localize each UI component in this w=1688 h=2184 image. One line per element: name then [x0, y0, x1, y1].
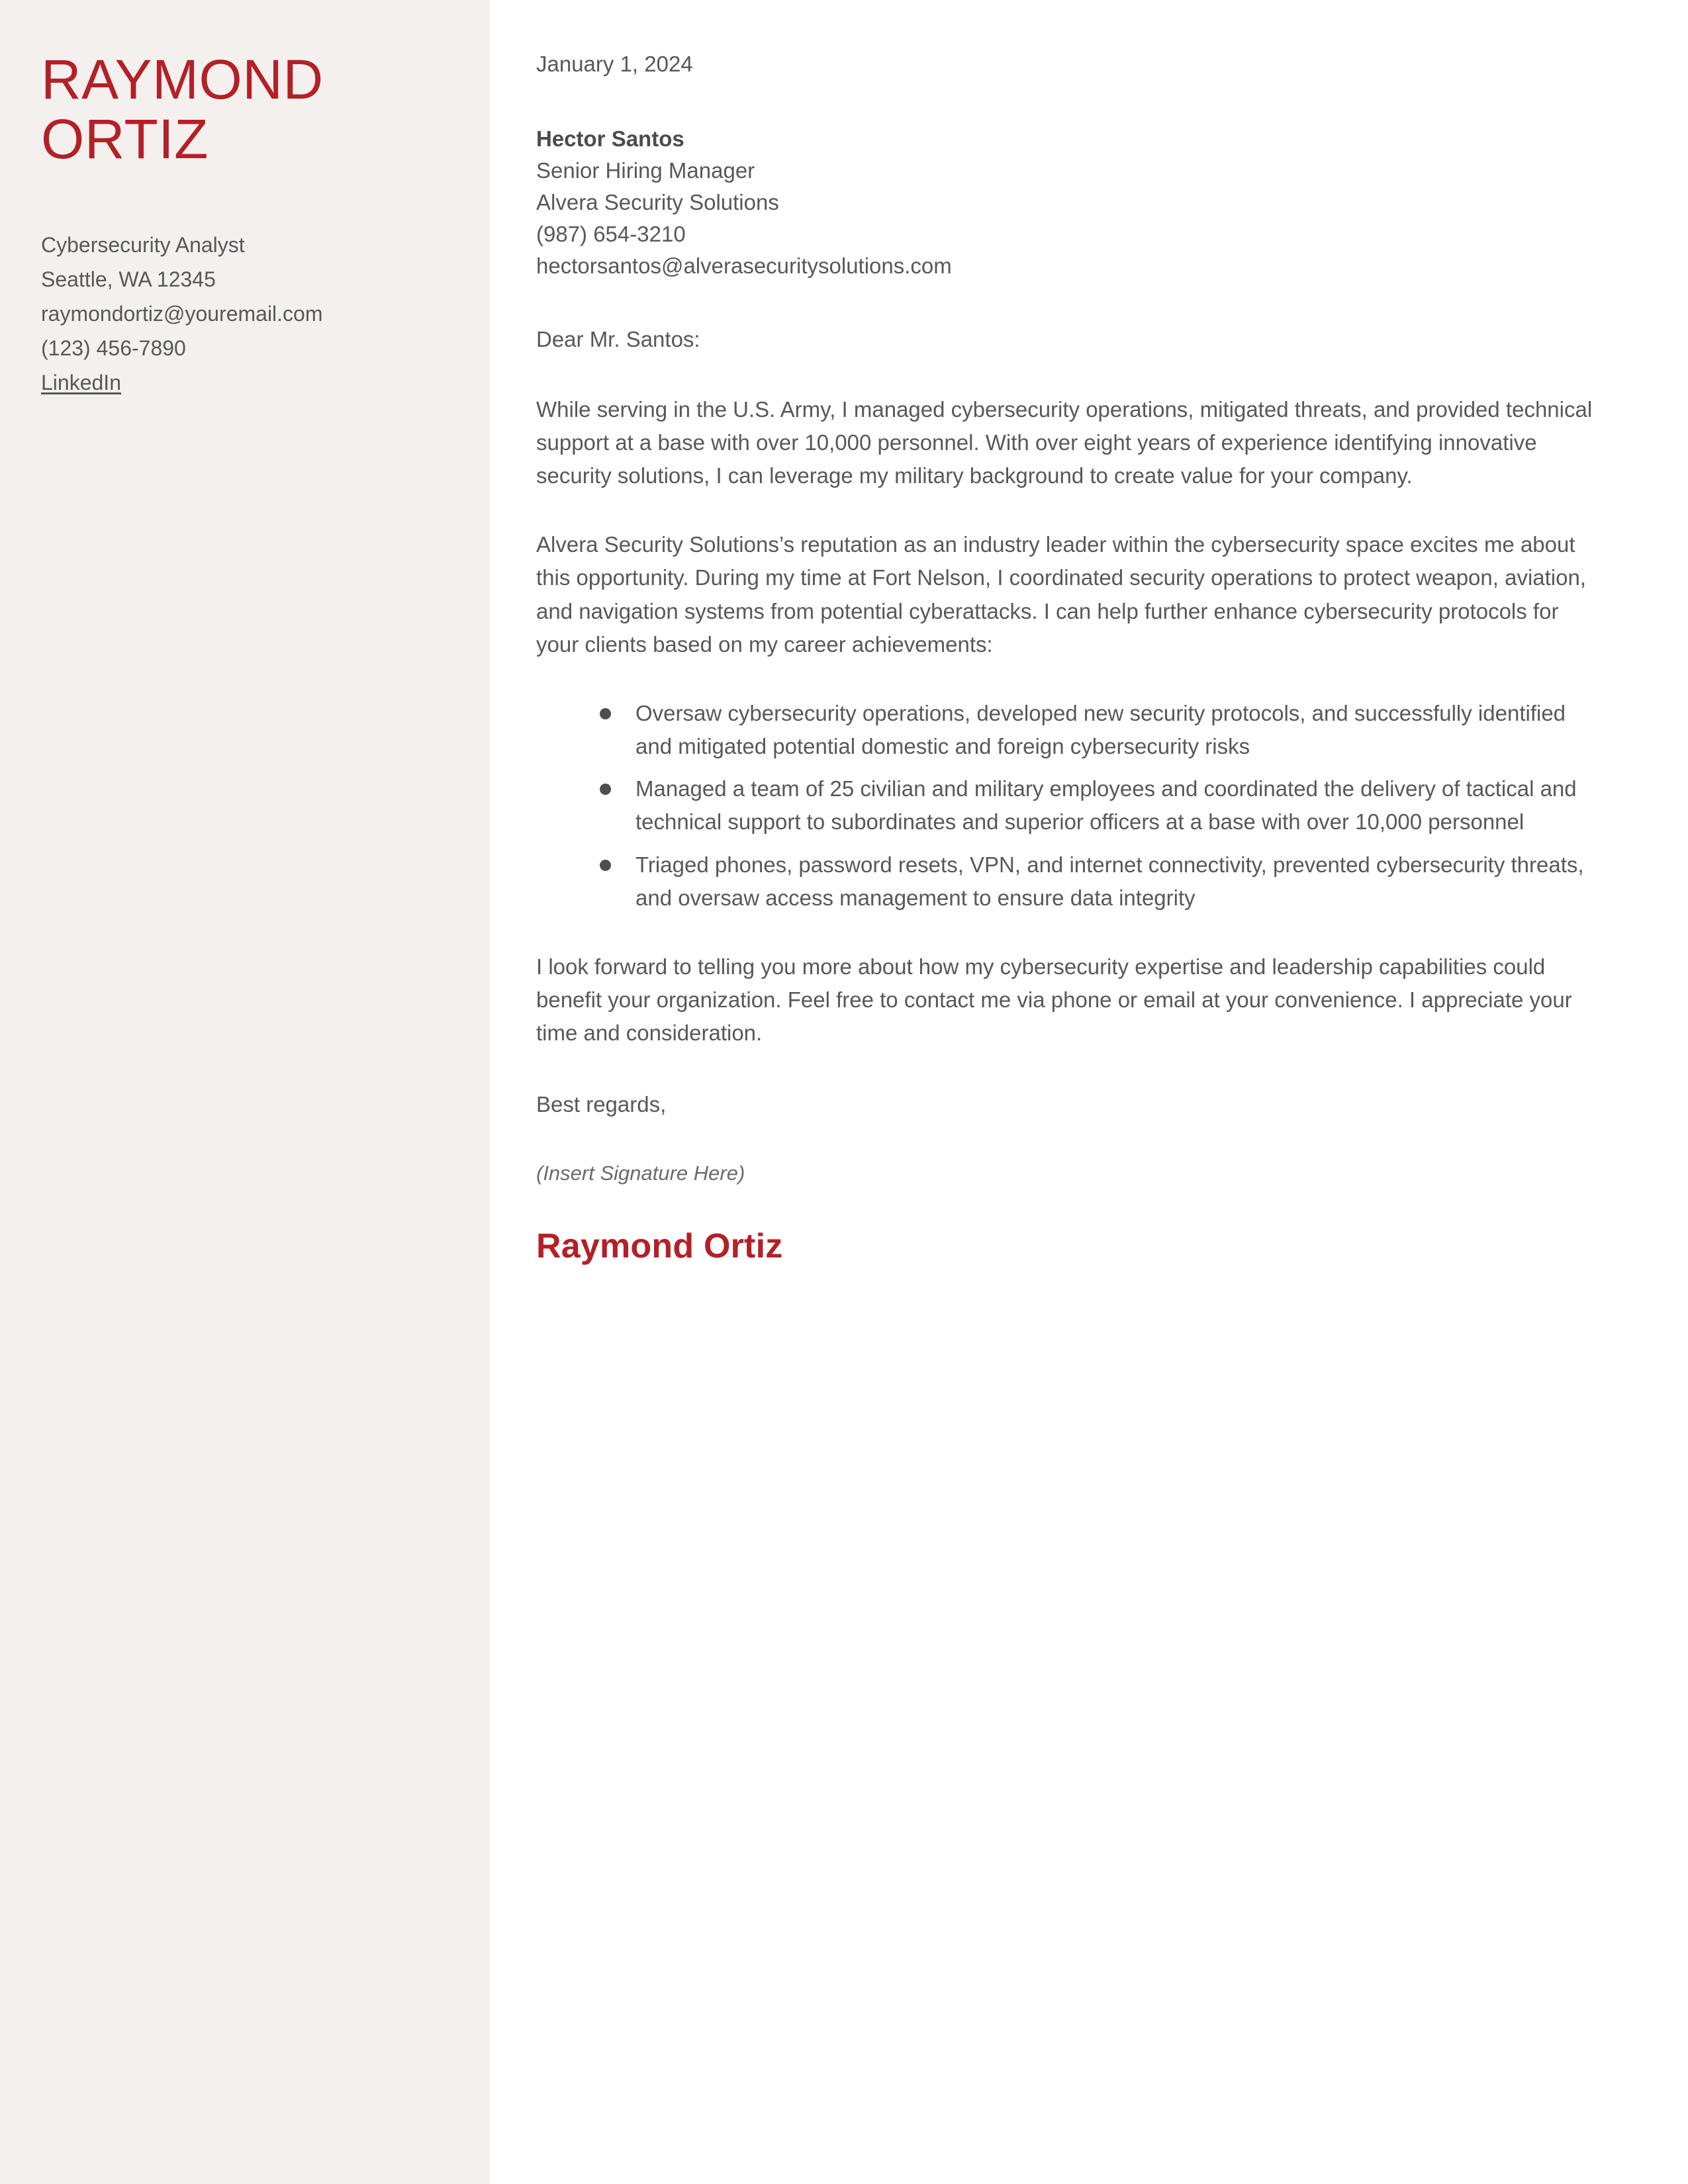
bullet-dot-icon	[600, 860, 611, 871]
applicant-job-title: Cybersecurity Analyst	[41, 233, 245, 257]
letter-body	[490, 0, 1688, 2184]
body-paragraph-1: While serving in the U.S. Army, I managed cybersecurity operations, mitigated threats, and provided technical support at a base with over 10,000 personnel. With over eight years of experience identifying innovative security solutions, I can leverage my military background to create value for your company.	[536, 396, 1593, 488]
achievements-list	[536, 697, 1602, 915]
applicant-last-name: ORTIZ	[41, 107, 209, 170]
recipient-company: Alvera Security Solutions	[536, 189, 779, 214]
signature-name: Raymond Ortiz	[536, 1227, 783, 1266]
applicant-phone[interactable]: (123) 456-7890	[41, 336, 186, 360]
signoff: Best regards,	[536, 1092, 667, 1117]
body-paragraph-2: Alvera Security Solutions’s reputation as an industry leader within the cybersecurity space excites me about this opportunity. During my time at Fort Nelson, I coordinated security operations to protect weapon, aviation, and navigation systems from potential cyberattacks. I can help further enhance cybersecurity protocols for your clients based on my career achievements:	[536, 532, 1587, 657]
closing-paragraph: I look forward to telling you more about how my cybersecurity expertise and leadership capabilities could benefit your organization. Feel free to contact me via phone or email at your convenience. I appreciate your time and consideration.	[536, 954, 1572, 1046]
letter-date: January 1, 2024	[536, 52, 693, 76]
bullet-dot-icon	[600, 708, 611, 719]
list-item	[600, 697, 1602, 763]
linkedin-link[interactable]: LinkedIn	[41, 370, 121, 394]
salutation: Dear Mr. Santos:	[536, 327, 700, 352]
applicant-first-name: RAYMOND	[41, 48, 324, 111]
applicant-email[interactable]: raymondortiz@youremail.com	[41, 302, 323, 326]
applicant-name-heading	[41, 48, 449, 170]
signature-placeholder: (Insert Signature Here)	[536, 1161, 745, 1185]
recipient-block	[536, 123, 1602, 283]
contact-info-block	[41, 228, 449, 400]
list-item	[600, 848, 1602, 915]
list-item-text: Oversaw cybersecurity operations, developed new security protocols, and successfully identified and mitigated potential domestic and foreign cybersecurity risks	[635, 700, 1566, 759]
list-item	[600, 772, 1602, 839]
sidebar	[0, 0, 490, 2184]
recipient-email[interactable]: hectorsantos@alverasecuritysolutions.com	[536, 253, 952, 279]
applicant-location: Seattle, WA 12345	[41, 267, 216, 292]
recipient-job-title: Senior Hiring Manager	[536, 158, 755, 183]
recipient-name: Hector Santos	[536, 126, 684, 151]
bullet-dot-icon	[600, 784, 611, 795]
recipient-phone[interactable]: (987) 654-3210	[536, 222, 686, 247]
list-item-text: Triaged phones, password resets, VPN, and internet connectivity, prevented cybersecurity threats, and oversaw access management to ensure data integrity	[635, 852, 1584, 910]
list-item-text: Managed a team of 25 civilian and military employees and coordinated the delivery of tactical and technical support to subordinates and superior officers at a base with over 10,000 personnel	[635, 776, 1577, 835]
